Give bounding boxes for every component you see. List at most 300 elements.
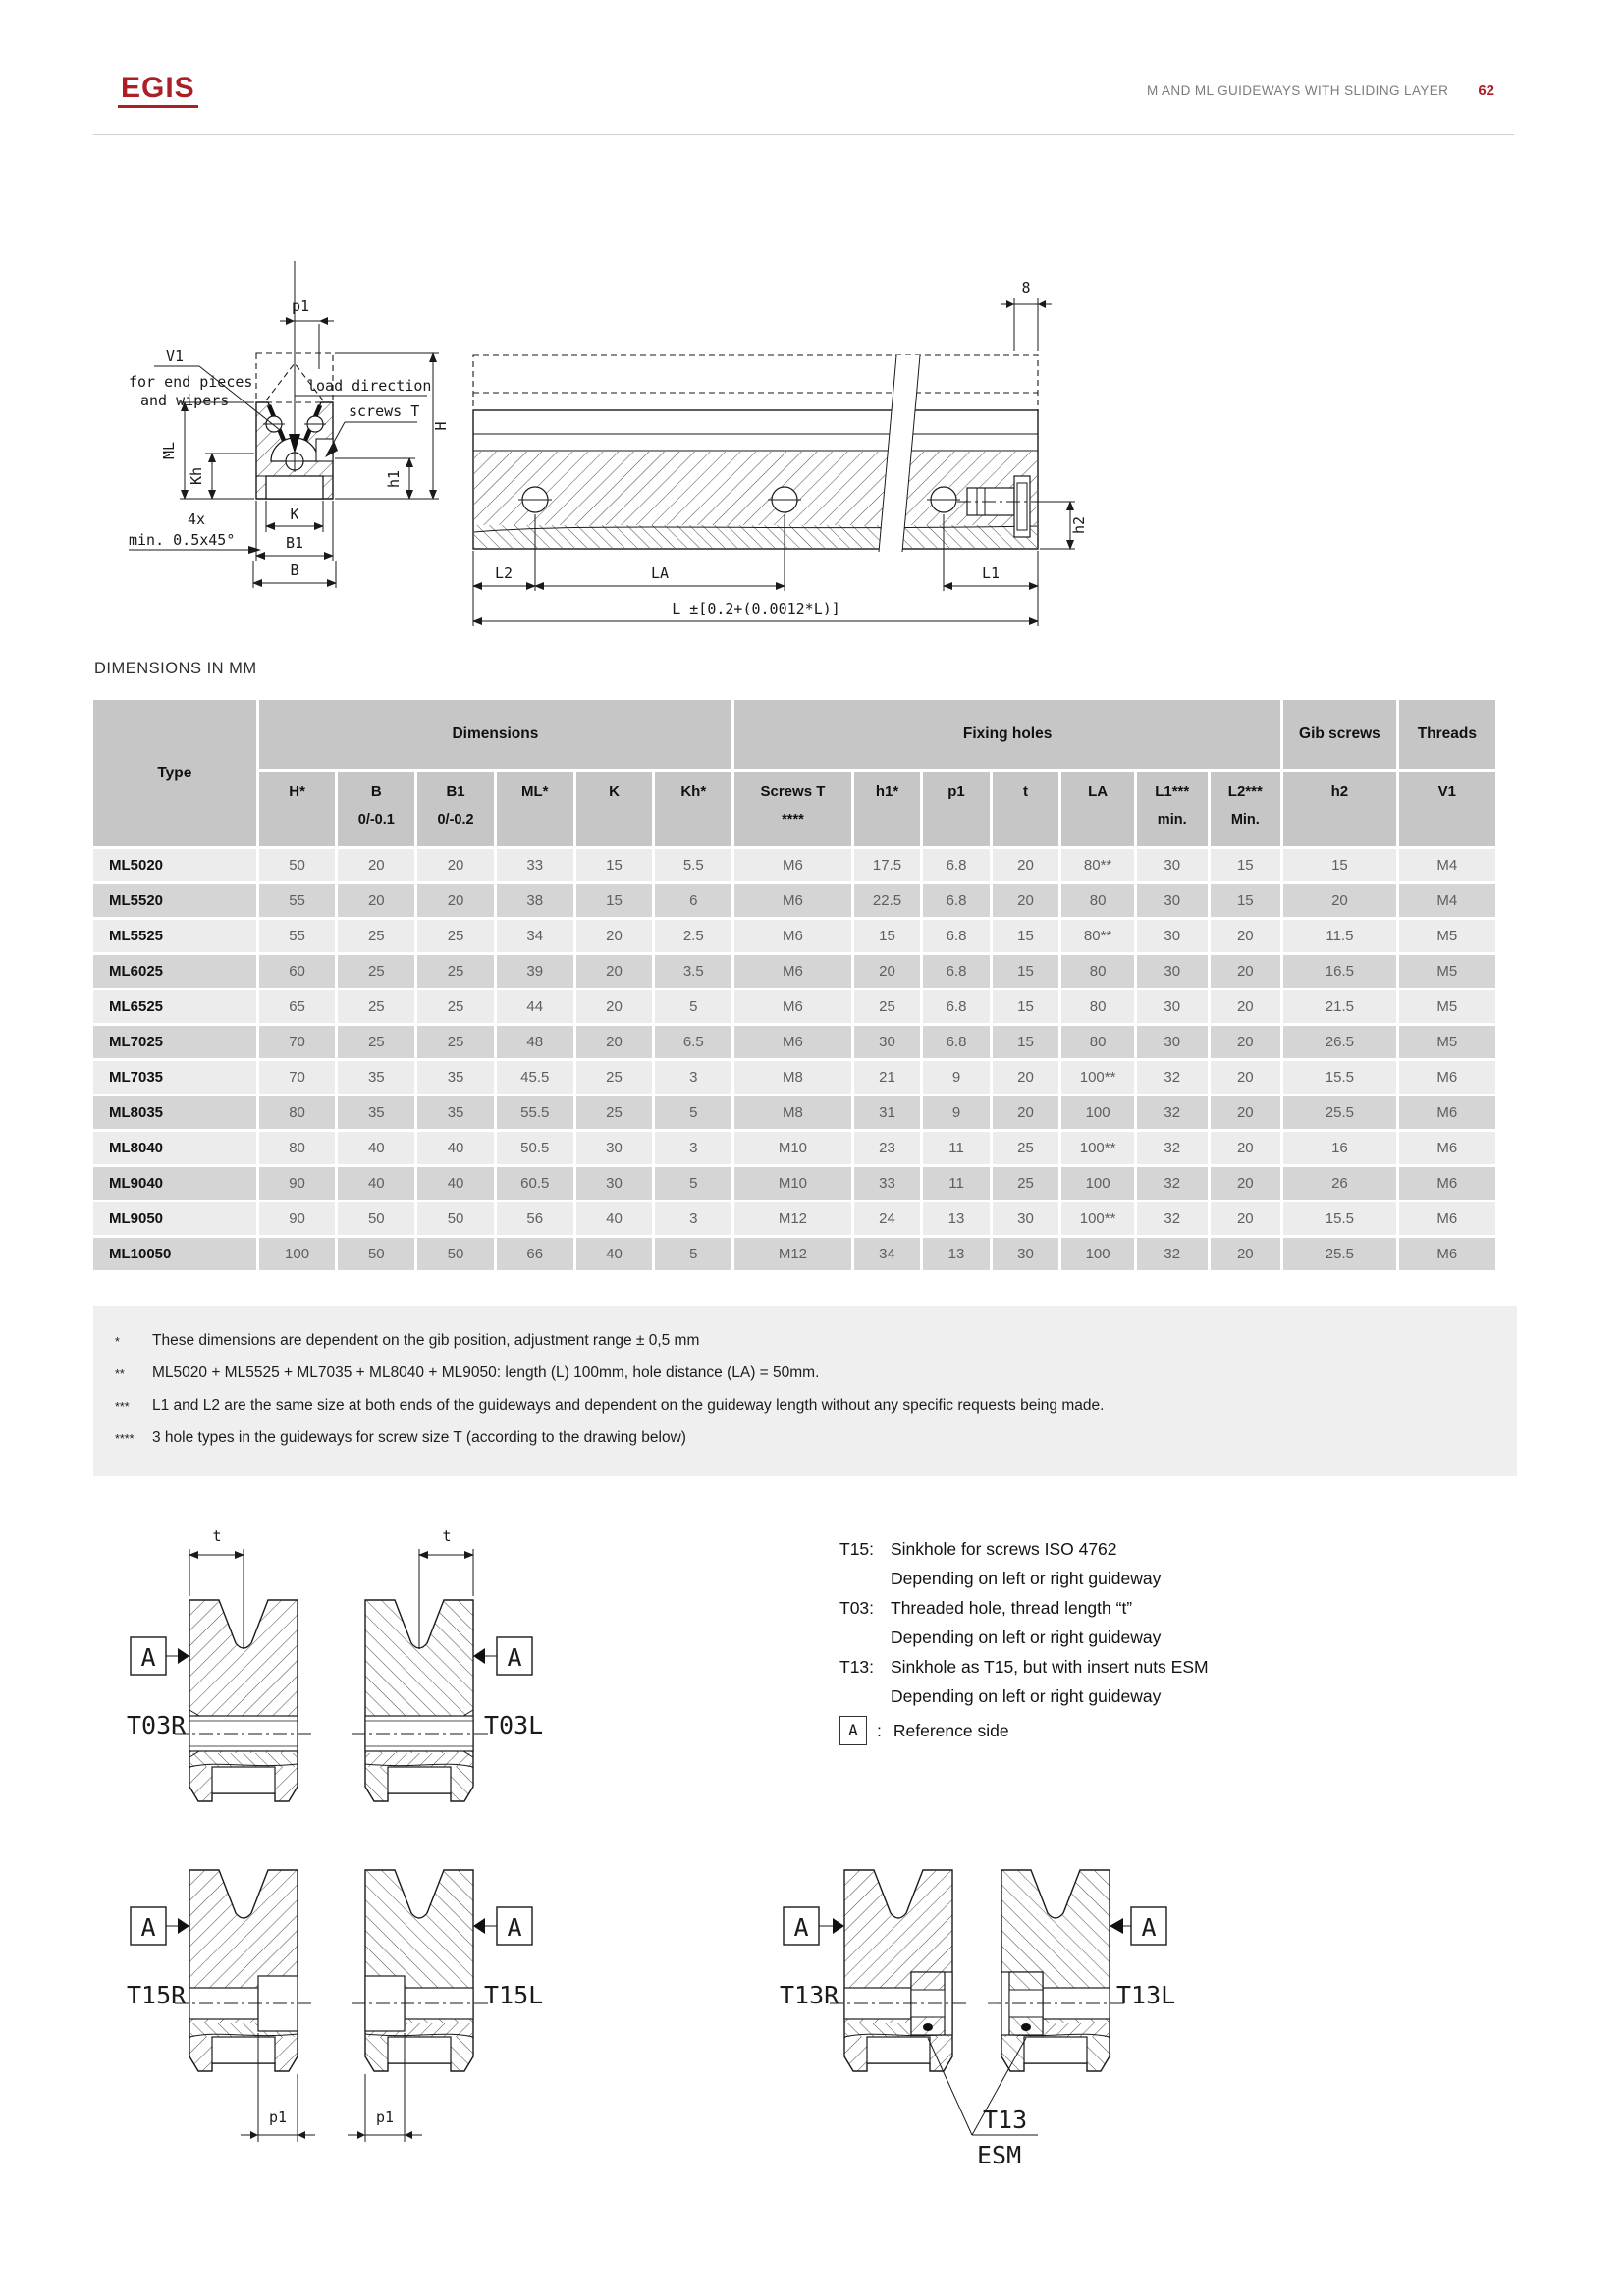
column-header-h2: h2 — [1283, 772, 1396, 846]
cell-b: 50 — [338, 1202, 414, 1235]
cell-l2: 20 — [1211, 955, 1281, 988]
t13r-label: T13R — [780, 1981, 839, 2009]
cell-b: 20 — [338, 884, 414, 917]
cell-l1: 32 — [1137, 1167, 1208, 1200]
column-header-h1: h1* — [854, 772, 921, 846]
column-header-b1: B1 0/-0.2 — [417, 772, 494, 846]
cell-l2: 20 — [1211, 1096, 1281, 1129]
cell-b: 20 — [338, 849, 414, 881]
legend-code: T15: — [839, 1539, 875, 1559]
cell-p1: 13 — [923, 1202, 990, 1235]
cell-l2: 20 — [1211, 920, 1281, 952]
cell-h: 50 — [259, 849, 336, 881]
table-row — [93, 1132, 1495, 1164]
cell-type: ML5520 — [93, 884, 256, 917]
ml-label: ML — [160, 441, 178, 460]
cell-h2: 15.5 — [1283, 1202, 1396, 1235]
h-label: H — [432, 421, 450, 431]
l1-label: L1 — [981, 564, 1001, 582]
esm-callout-label: ESM — [977, 2141, 1022, 2169]
cell-type: ML6525 — [93, 990, 256, 1023]
cell-l1: 30 — [1137, 990, 1208, 1023]
footnotes — [93, 1306, 1517, 1476]
page-header — [1147, 82, 1494, 99]
cell-b: 35 — [338, 1061, 414, 1094]
cell-b1: 25 — [417, 990, 494, 1023]
cell-b: 50 — [338, 1238, 414, 1270]
legend-description-2: Depending on left or right guideway — [891, 1686, 1162, 1706]
cell-ml: 34 — [497, 920, 573, 952]
column-header-v1: V1 — [1399, 772, 1495, 846]
cell-screws-t: M6 — [734, 990, 851, 1023]
cell-h: 80 — [259, 1096, 336, 1129]
cell-t: 30 — [993, 1202, 1059, 1235]
footnote-text: L1 and L2 are the same size at both ends of the guideways and dependent on the guideway length without any specific requests being made. — [152, 1397, 1105, 1414]
cell-h1: 21 — [854, 1061, 921, 1094]
table-row — [93, 884, 1495, 917]
cell-b: 40 — [338, 1167, 414, 1200]
cell-v1: M6 — [1399, 1167, 1495, 1200]
cell-ml: 39 — [497, 955, 573, 988]
cell-type: ML10050 — [93, 1238, 256, 1270]
cell-screws-t: M12 — [734, 1238, 851, 1270]
t15r-label: T15R — [127, 1981, 187, 2009]
cell-k: 15 — [576, 849, 653, 881]
footnote-text: ML5020 + ML5525 + ML7035 + ML8040 + ML9050: length (L) 100mm, hole distance (LA) = 50mm. — [152, 1364, 820, 1381]
column-header-h: H* — [259, 772, 336, 846]
cell-la: 100** — [1061, 1202, 1134, 1235]
column-header-ml: ML* — [497, 772, 573, 846]
cell-b1: 25 — [417, 920, 494, 952]
cell-h: 90 — [259, 1167, 336, 1200]
cell-l1: 32 — [1137, 1202, 1208, 1235]
legend-item — [839, 1534, 1389, 1593]
column-header-la: LA — [1061, 772, 1134, 846]
cell-l1: 30 — [1137, 884, 1208, 917]
cell-h1: 20 — [854, 955, 921, 988]
column-header-kh: Kh* — [655, 772, 731, 846]
dimensions-table — [90, 697, 1498, 1273]
cell-k: 30 — [576, 1132, 653, 1164]
column-header-b: B 0/-0.1 — [338, 772, 414, 846]
cell-h2: 25.5 — [1283, 1096, 1396, 1129]
header-divider — [93, 134, 1514, 135]
cell-l1: 32 — [1137, 1096, 1208, 1129]
cell-type: ML9050 — [93, 1202, 256, 1235]
cell-h1: 25 — [854, 990, 921, 1023]
cell-v1: M6 — [1399, 1096, 1495, 1129]
cell-h: 70 — [259, 1061, 336, 1094]
hole-type-legend — [839, 1534, 1389, 1745]
cell-b1: 40 — [417, 1167, 494, 1200]
cell-screws-t: M6 — [734, 884, 851, 917]
cell-b1: 25 — [417, 1026, 494, 1058]
v1-note-1: for end pieces — [129, 373, 253, 391]
cell-h2: 26.5 — [1283, 1026, 1396, 1058]
cell-h: 55 — [259, 920, 336, 952]
cell-l2: 20 — [1211, 1132, 1281, 1164]
cell-k: 30 — [576, 1167, 653, 1200]
cell-ml: 56 — [497, 1202, 573, 1235]
cell-p1: 6.8 — [923, 920, 990, 952]
reference-a-icon: A — [839, 1716, 867, 1745]
cell-h1: 31 — [854, 1096, 921, 1129]
reference-colon: : — [877, 1720, 882, 1740]
cell-p1: 6.8 — [923, 955, 990, 988]
legend-description: Threaded hole, thread length “t” — [891, 1598, 1133, 1618]
cell-t: 15 — [993, 955, 1059, 988]
cell-v1: M5 — [1399, 990, 1495, 1023]
cell-k: 15 — [576, 884, 653, 917]
cell-kh: 3.5 — [655, 955, 731, 988]
cell-type: ML5525 — [93, 920, 256, 952]
cell-b1: 40 — [417, 1132, 494, 1164]
cell-b1: 20 — [417, 849, 494, 881]
p1-label: p1 — [291, 297, 310, 315]
cell-l2: 20 — [1211, 1167, 1281, 1200]
table-row — [93, 990, 1495, 1023]
cell-b: 25 — [338, 955, 414, 988]
group-header-fixing-holes: Fixing holes — [734, 700, 1280, 769]
cell-screws-t: M8 — [734, 1096, 851, 1129]
cell-k: 40 — [576, 1202, 653, 1235]
column-header-l1: L1*** min. — [1137, 772, 1208, 846]
cell-t: 15 — [993, 920, 1059, 952]
cell-t: 25 — [993, 1132, 1059, 1164]
reference-a-icon: A — [507, 1913, 522, 1942]
document-title: M AND ML GUIDEWAYS WITH SLIDING LAYER — [1146, 83, 1449, 98]
cell-la: 80** — [1061, 849, 1134, 881]
cell-t: 20 — [993, 849, 1059, 881]
cell-t: 20 — [993, 1096, 1059, 1129]
cell-h2: 21.5 — [1283, 990, 1396, 1023]
cell-p1: 6.8 — [923, 990, 990, 1023]
cell-ml: 38 — [497, 884, 573, 917]
cell-b1: 50 — [417, 1202, 494, 1235]
column-header-screws-t: Screws T **** — [734, 772, 851, 846]
cell-p1: 11 — [923, 1167, 990, 1200]
cell-l2: 20 — [1211, 990, 1281, 1023]
cell-screws-t: M6 — [734, 955, 851, 988]
cell-l2: 15 — [1211, 849, 1281, 881]
cell-kh: 5 — [655, 1096, 731, 1129]
cell-l1: 32 — [1137, 1061, 1208, 1094]
screws-t-label: screws T — [349, 402, 420, 420]
cell-ml: 66 — [497, 1238, 573, 1270]
cell-h2: 25.5 — [1283, 1238, 1396, 1270]
dimensions-heading: DIMENSIONS IN MM — [94, 660, 257, 677]
reference-a-icon: A — [140, 1913, 156, 1942]
cell-screws-t: M6 — [734, 849, 851, 881]
chamfer-size-label: min. 0.5x45° — [129, 531, 236, 549]
footnote-marker: ** — [115, 1367, 125, 1381]
reference-a-icon: A — [507, 1643, 522, 1672]
b1-label: B1 — [285, 534, 304, 552]
cell-p1: 13 — [923, 1238, 990, 1270]
cell-b1: 35 — [417, 1061, 494, 1094]
cell-h2: 15 — [1283, 849, 1396, 881]
cell-l1: 30 — [1137, 920, 1208, 952]
cell-h2: 11.5 — [1283, 920, 1396, 952]
cell-la: 100** — [1061, 1061, 1134, 1094]
cell-h: 80 — [259, 1132, 336, 1164]
t-dim-label: t — [442, 1527, 452, 1545]
drawing-t15r — [127, 1870, 315, 2142]
v1-label: V1 — [166, 347, 185, 365]
cell-k: 20 — [576, 990, 653, 1023]
cell-b1: 25 — [417, 955, 494, 988]
cell-l2: 20 — [1211, 1026, 1281, 1058]
cell-h: 55 — [259, 884, 336, 917]
cell-t: 15 — [993, 990, 1059, 1023]
cell-ml: 60.5 — [497, 1167, 573, 1200]
cell-screws-t: M10 — [734, 1132, 851, 1164]
cell-type: ML6025 — [93, 955, 256, 988]
cell-v1: M5 — [1399, 920, 1495, 952]
cell-screws-t: M6 — [734, 920, 851, 952]
cell-t: 15 — [993, 1026, 1059, 1058]
group-header-dimensions: Dimensions — [259, 700, 731, 769]
cell-kh: 3 — [655, 1061, 731, 1094]
reference-a-icon: A — [1141, 1913, 1157, 1942]
cell-v1: M6 — [1399, 1238, 1495, 1270]
cell-screws-t: M6 — [734, 1026, 851, 1058]
cell-h2: 15.5 — [1283, 1061, 1396, 1094]
cell-la: 100** — [1061, 1132, 1134, 1164]
table-row — [93, 849, 1495, 881]
cell-type: ML9040 — [93, 1167, 256, 1200]
cell-l2: 15 — [1211, 884, 1281, 917]
column-header-p1: p1 — [923, 772, 990, 846]
guideway-technical-drawing — [93, 167, 1159, 648]
cell-h2: 26 — [1283, 1167, 1396, 1200]
chamfer-count-label: 4x — [188, 510, 206, 528]
t15l-label: T15L — [484, 1981, 544, 2009]
column-header-t: t — [993, 772, 1059, 846]
cell-screws-t: M10 — [734, 1167, 851, 1200]
table-row — [93, 1026, 1495, 1058]
cell-l1: 30 — [1137, 1026, 1208, 1058]
cell-k: 40 — [576, 1238, 653, 1270]
b-label: B — [290, 561, 299, 579]
l-total-label: L ±[0.2+(0.0012*L)] — [672, 600, 840, 617]
cell-h1: 24 — [854, 1202, 921, 1235]
cell-kh: 3 — [655, 1132, 731, 1164]
cell-la: 80 — [1061, 884, 1134, 917]
drawing-t03r — [127, 1527, 312, 1801]
cell-h: 65 — [259, 990, 336, 1023]
footnote — [93, 1390, 1517, 1422]
cell-p1: 9 — [923, 1061, 990, 1094]
t13-callout-label: T13 — [983, 2106, 1028, 2134]
cell-h2: 20 — [1283, 884, 1396, 917]
cell-v1: M6 — [1399, 1061, 1495, 1094]
egis-logo: EGIS — [118, 73, 198, 108]
cell-l1: 32 — [1137, 1132, 1208, 1164]
cell-k: 20 — [576, 920, 653, 952]
cell-b: 35 — [338, 1096, 414, 1129]
kh-label: Kh — [188, 466, 205, 486]
group-header-threads: Threads — [1399, 700, 1495, 769]
cell-h1: 33 — [854, 1167, 921, 1200]
cell-v1: M4 — [1399, 849, 1495, 881]
t03l-label: T03L — [484, 1711, 544, 1739]
la-label: LA — [650, 564, 670, 582]
footnote-text: These dimensions are dependent on the gib position, adjustment range ± 0,5 mm — [152, 1332, 700, 1349]
table-row — [93, 955, 1495, 988]
cell-h: 70 — [259, 1026, 336, 1058]
cell-la: 100 — [1061, 1167, 1134, 1200]
cell-la: 100 — [1061, 1096, 1134, 1129]
legend-description: Sinkhole as T15, but with insert nuts ESM — [891, 1657, 1209, 1677]
cell-h1: 23 — [854, 1132, 921, 1164]
cross-section-drawing — [129, 261, 450, 588]
cell-ml: 48 — [497, 1026, 573, 1058]
p1-dim-label: p1 — [268, 2109, 288, 2126]
footnote-marker: *** — [115, 1400, 130, 1414]
cell-v1: M6 — [1399, 1132, 1495, 1164]
cell-t: 25 — [993, 1167, 1059, 1200]
cell-v1: M5 — [1399, 955, 1495, 988]
cell-type: ML8035 — [93, 1096, 256, 1129]
cell-b: 40 — [338, 1132, 414, 1164]
cell-kh: 2.5 — [655, 920, 731, 952]
cell-b1: 20 — [417, 884, 494, 917]
load-direction-label: load direction — [307, 377, 432, 395]
cell-ml: 55.5 — [497, 1096, 573, 1129]
cell-p1: 9 — [923, 1096, 990, 1129]
cell-ml: 33 — [497, 849, 573, 881]
footnote-text: 3 hole types in the guideways for screw size T (according to the drawing below) — [152, 1429, 686, 1446]
cell-ml: 45.5 — [497, 1061, 573, 1094]
cell-b: 25 — [338, 920, 414, 952]
cell-h: 90 — [259, 1202, 336, 1235]
cell-t: 30 — [993, 1238, 1059, 1270]
cell-screws-t: M8 — [734, 1061, 851, 1094]
cell-h1: 15 — [854, 920, 921, 952]
v1-note-2: and wipers — [140, 392, 230, 409]
cell-h: 100 — [259, 1238, 336, 1270]
legend-item — [839, 1652, 1389, 1711]
cell-k: 20 — [576, 1026, 653, 1058]
legend-code: T13: — [839, 1657, 875, 1677]
table-row — [93, 1061, 1495, 1094]
t03r-label: T03R — [127, 1711, 187, 1739]
cell-kh: 5 — [655, 1167, 731, 1200]
cell-kh: 6 — [655, 884, 731, 917]
cell-kh: 5.5 — [655, 849, 731, 881]
column-header-k: K — [576, 772, 653, 846]
cell-b: 25 — [338, 990, 414, 1023]
table-row — [93, 1096, 1495, 1129]
reference-a-icon: A — [793, 1913, 809, 1942]
cell-type: ML8040 — [93, 1132, 256, 1164]
cell-type: ML7035 — [93, 1061, 256, 1094]
legend-description: Sinkhole for screws ISO 4762 — [891, 1539, 1117, 1559]
cell-kh: 6.5 — [655, 1026, 731, 1058]
l2-label: L2 — [494, 564, 514, 582]
footnote — [93, 1422, 1517, 1455]
t13l-label: T13L — [1116, 1981, 1176, 2009]
cell-type: ML7025 — [93, 1026, 256, 1058]
cell-b1: 50 — [417, 1238, 494, 1270]
gib-width-label: 8 — [1021, 279, 1031, 296]
cell-t: 20 — [993, 1061, 1059, 1094]
legend-description-2: Depending on left or right guideway — [891, 1628, 1162, 1647]
p1-dim-label: p1 — [375, 2109, 395, 2126]
cell-v1: M5 — [1399, 1026, 1495, 1058]
drawing-t13r — [780, 1870, 967, 2071]
t-dim-label: t — [212, 1527, 222, 1545]
cell-la: 100 — [1061, 1238, 1134, 1270]
cell-h2: 16.5 — [1283, 955, 1396, 988]
cell-l2: 20 — [1211, 1238, 1281, 1270]
cell-p1: 6.8 — [923, 849, 990, 881]
cell-l1: 30 — [1137, 955, 1208, 988]
cell-l1: 30 — [1137, 849, 1208, 881]
h1-label: h1 — [385, 469, 403, 489]
cell-v1: M4 — [1399, 884, 1495, 917]
cell-kh: 5 — [655, 1238, 731, 1270]
group-header-gib-screws: Gib screws — [1283, 700, 1396, 769]
drawing-t13l — [987, 1870, 1175, 2071]
footnote-marker: **** — [115, 1432, 135, 1446]
cell-type: ML5020 — [93, 849, 256, 881]
footnote-marker: * — [115, 1335, 120, 1349]
cell-ml: 44 — [497, 990, 573, 1023]
page-number: 62 — [1478, 82, 1494, 99]
cell-l2: 20 — [1211, 1202, 1281, 1235]
reference-side-label: Reference side — [893, 1720, 1009, 1740]
cell-h1: 34 — [854, 1238, 921, 1270]
cell-h1: 22.5 — [854, 884, 921, 917]
legend-description-2: Depending on left or right guideway — [891, 1569, 1162, 1588]
column-header-l2: L2*** Min. — [1211, 772, 1281, 846]
cell-p1: 11 — [923, 1132, 990, 1164]
cell-kh: 3 — [655, 1202, 731, 1235]
table-row — [93, 1238, 1495, 1270]
cell-h2: 16 — [1283, 1132, 1396, 1164]
cell-k: 20 — [576, 955, 653, 988]
column-header-type: Type — [93, 700, 256, 846]
cell-l2: 20 — [1211, 1061, 1281, 1094]
drawing-t03l — [351, 1527, 543, 1801]
reference-side-row — [839, 1716, 1389, 1745]
drawing-t15l — [348, 1870, 543, 2142]
footnote — [93, 1325, 1517, 1358]
k-label: K — [290, 506, 299, 523]
legend-code: T03: — [839, 1598, 875, 1618]
reference-a-icon: A — [140, 1643, 156, 1672]
side-view-drawing — [473, 279, 1088, 626]
cell-ml: 50.5 — [497, 1132, 573, 1164]
cell-la: 80** — [1061, 920, 1134, 952]
cell-la: 80 — [1061, 955, 1134, 988]
cell-h: 60 — [259, 955, 336, 988]
cell-p1: 6.8 — [923, 884, 990, 917]
cell-h1: 30 — [854, 1026, 921, 1058]
cell-k: 25 — [576, 1096, 653, 1129]
cell-screws-t: M12 — [734, 1202, 851, 1235]
table-row — [93, 920, 1495, 952]
legend-item — [839, 1593, 1389, 1652]
h2-label: h2 — [1070, 515, 1088, 535]
footnote — [93, 1358, 1517, 1390]
cell-kh: 5 — [655, 990, 731, 1023]
cell-t: 20 — [993, 884, 1059, 917]
cell-b1: 35 — [417, 1096, 494, 1129]
cell-l1: 32 — [1137, 1238, 1208, 1270]
